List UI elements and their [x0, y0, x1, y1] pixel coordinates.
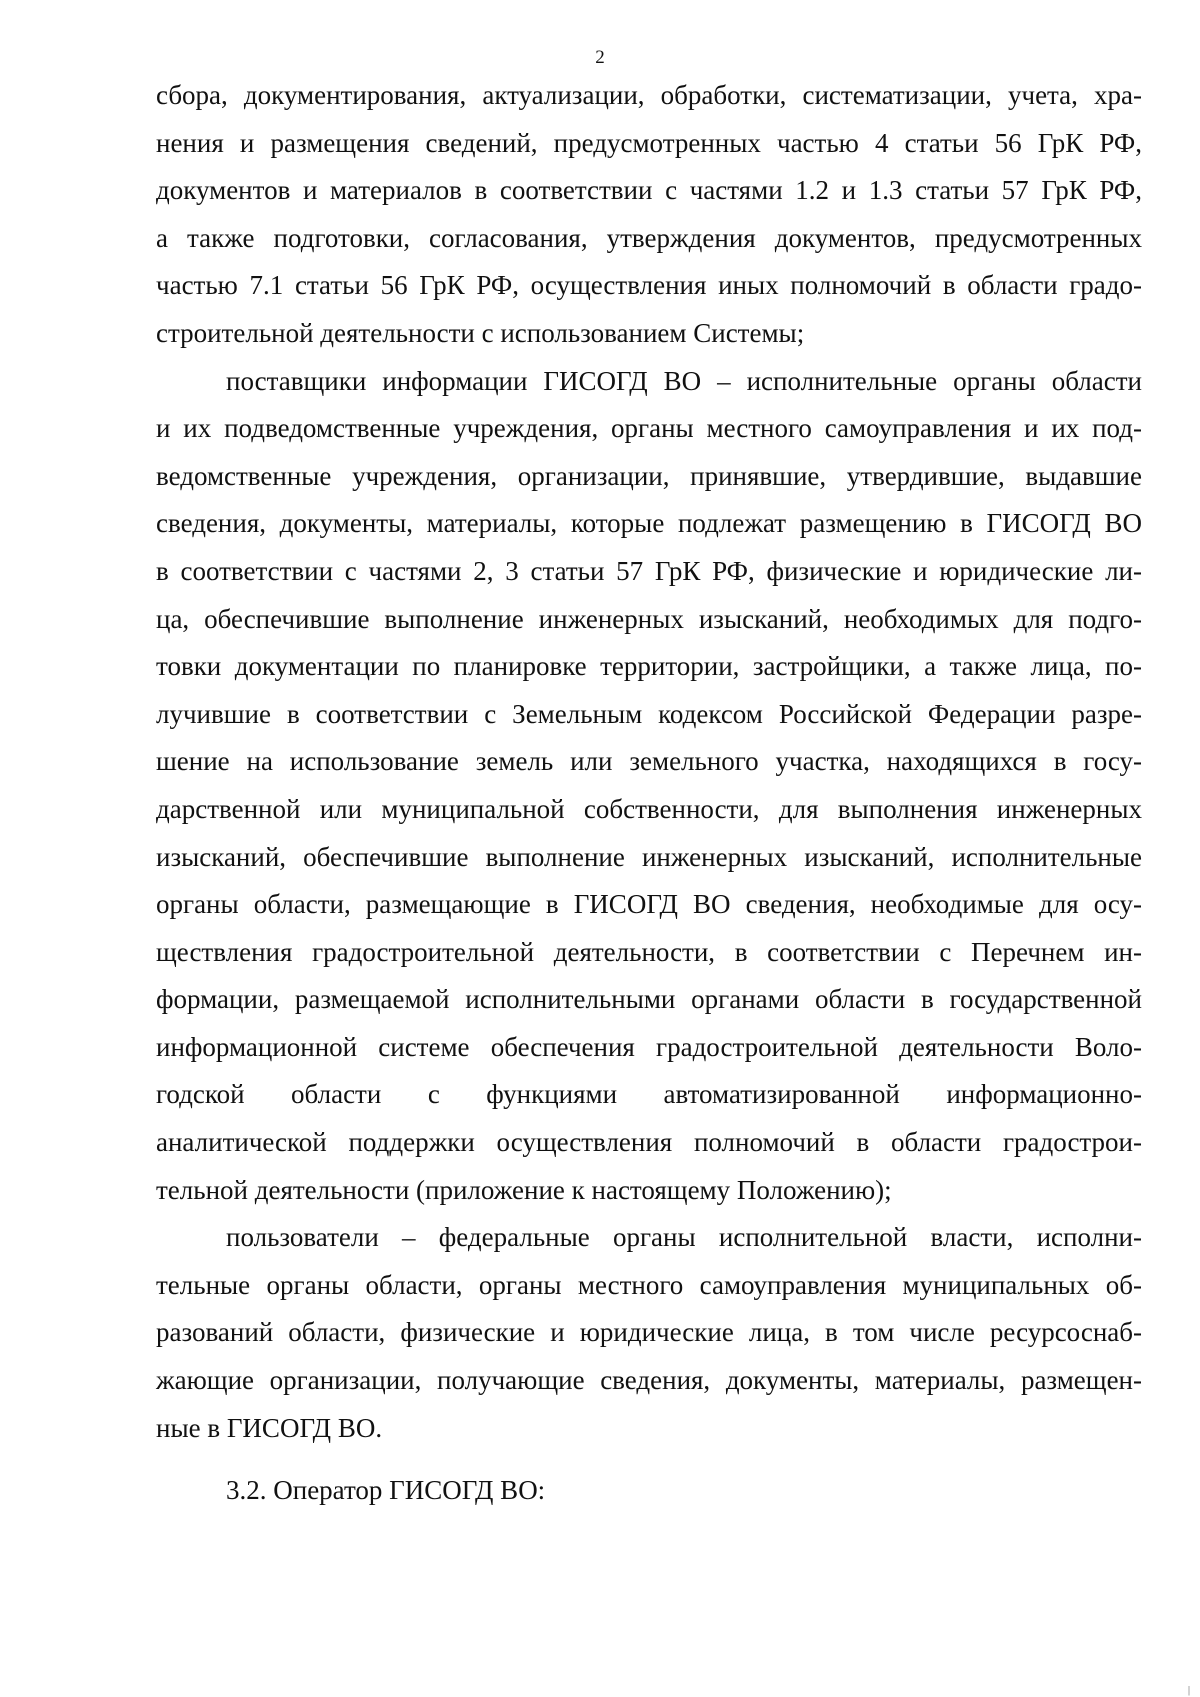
text-line: дарственной или муниципальной собственности, для выполнения инженерных — [156, 793, 1142, 824]
text-line: ца, обеспечившие выполнение инженерных изысканий, необходимых для подго- — [156, 603, 1142, 634]
text-line: лучившие в соответствии с Земельным кодексом Российской Федерации разре- — [156, 698, 1142, 729]
section-heading: 3.2. Оператор ГИСОГД ВО: — [226, 1475, 546, 1505]
text-line: тельной деятельности (приложение к настоящему Положению); — [156, 1174, 892, 1205]
text-line: разований области, физические и юридические лица, в том числе ресурсоснаб- — [156, 1317, 1142, 1348]
text-line: жающие организации, получающие сведения, документы, материалы, размещен- — [156, 1365, 1142, 1396]
text-line: товки документации по планировке территории, застройщики, а также лица, по- — [156, 651, 1142, 682]
text-line: годской области с функциями автоматизированной информационно- — [156, 1079, 1142, 1110]
paragraph-users — [156, 1214, 1142, 1452]
paragraph-definition-operator-continuation — [156, 72, 1142, 358]
text-line: нения и размещения сведений, предусмотренных частью 4 статьи 56 ГрК РФ, — [156, 127, 1142, 158]
text-line: ществления градостроительной деятельности, в соответствии с Перечнем ин- — [156, 936, 1142, 967]
document-body — [156, 72, 1142, 1452]
text-line: в соответствии с частями 2, 3 статьи 57 ГрК РФ, физические и юридические ли- — [156, 555, 1142, 586]
text-line: строительной деятельности с использованием Системы; — [156, 317, 805, 348]
text-line: сведения, документы, материалы, которые подлежат размещению в ГИСОГД ВО — [156, 508, 1142, 539]
text-line: сбора, документирования, актуализации, обработки, систематизации, учета, хра- — [156, 80, 1142, 110]
text-line: ные в ГИСОГД ВО. — [156, 1412, 383, 1443]
page-number: 2 — [595, 47, 605, 68]
text-line: органы области, размещающие в ГИСОГД ВО сведения, необходимые для осу- — [156, 889, 1142, 920]
text-line: а также подготовки, согласования, утверждения документов, предусмотренных — [156, 222, 1142, 253]
text-line: шение на использование земель или земельного участка, находящихся в госу- — [156, 746, 1142, 777]
text-line: и их подведомственные учреждения, органы местного самоуправления и их под- — [156, 413, 1142, 444]
text-line: формации, размещаемой исполнительными органами области в государственной — [156, 984, 1142, 1015]
text-line: документов и материалов в соответствии с частями 1.2 и 1.3 статьи 57 ГрК РФ, — [156, 175, 1142, 206]
paragraph-information-suppliers — [156, 358, 1142, 1215]
text-line: пользователи – федеральные органы исполнительной власти, исполни- — [226, 1222, 1142, 1253]
text-line: поставщики информации ГИСОГД ВО – исполнительные органы области — [226, 365, 1142, 396]
text-line: изысканий, обеспечившие выполнение инженерных изысканий, исполнительные — [156, 841, 1142, 872]
text-line: частью 7.1 статьи 56 ГрК РФ, осуществления иных полномочий в области градо- — [156, 270, 1142, 301]
text-line: аналитической поддержки осуществления полномочий в области градострои- — [156, 1127, 1142, 1158]
text-line: тельные органы области, органы местного самоуправления муниципальных об- — [156, 1269, 1142, 1300]
text-line: информационной системе обеспечения градостроительной деятельности Воло- — [156, 1031, 1142, 1062]
corner-scan-mark: | — [1188, 1685, 1191, 1696]
text-line: ведомственные учреждения, организации, принявшие, утвердившие, выдавшие — [156, 460, 1142, 491]
